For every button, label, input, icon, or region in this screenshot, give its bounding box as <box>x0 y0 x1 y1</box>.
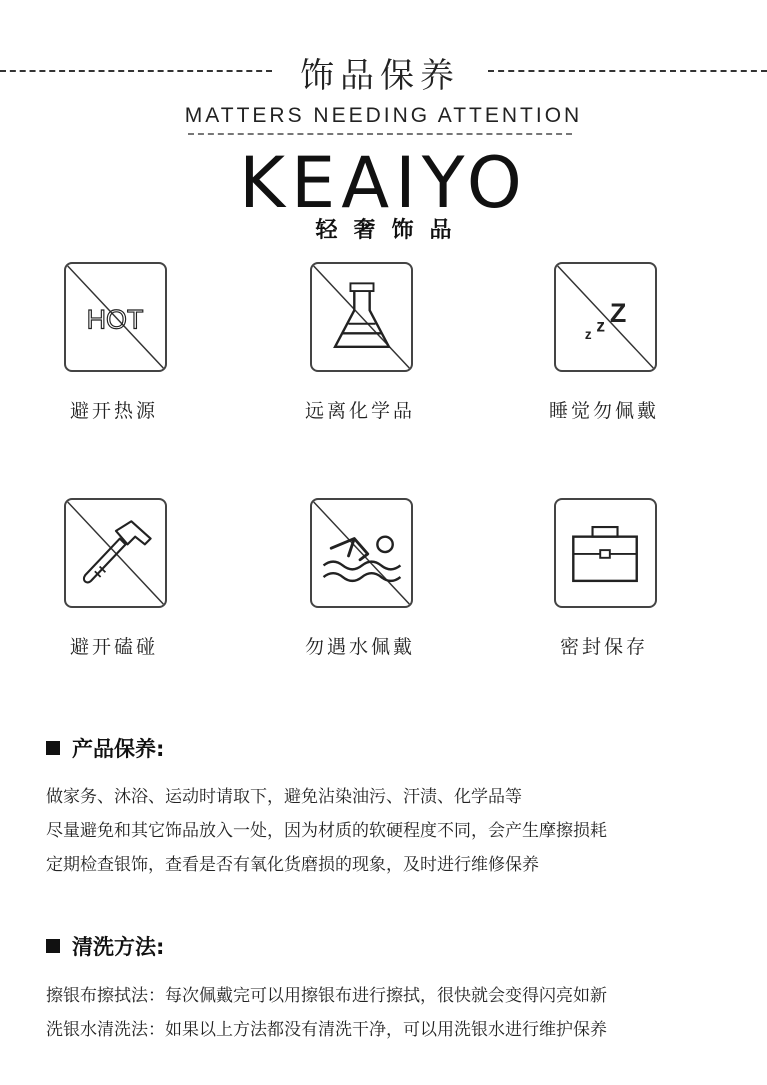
care-label-sleep: 睡觉勿佩戴 <box>548 400 659 422</box>
care-item-sleep <box>504 262 704 432</box>
subtitle-dashed-underline <box>188 133 572 135</box>
svg-text:Z: Z <box>609 297 627 328</box>
page-title: 饰品保养 <box>300 56 460 96</box>
title-row <box>0 48 767 96</box>
hot-icon <box>64 262 167 372</box>
square-bullet-icon <box>46 939 60 953</box>
care-item-heat <box>14 262 214 432</box>
care-paragraph <box>46 780 607 882</box>
care-line: 做家务、沐浴、运动时请取下，避免沾染油污、汗渍、化学品等 <box>46 787 522 807</box>
care-item-storage <box>504 498 704 668</box>
care-item-water <box>260 498 460 668</box>
care-label-heat: 避开热源 <box>69 400 158 422</box>
cleaning-line: 擦银布擦拭法：每次佩戴完可以用擦银布进行擦拭，很快就会变得闪亮如新 <box>46 986 607 1006</box>
care-line: 定期检查银饰，查看是否有氧化货磨损的现象，及时进行维修保养 <box>46 855 539 875</box>
care-label-impact: 避开磕碰 <box>69 636 158 658</box>
left-dashed-divider <box>0 70 272 72</box>
toolbox-icon <box>554 498 657 608</box>
flask-icon <box>310 262 413 372</box>
care-item-chemicals <box>260 262 460 432</box>
care-line: 尽量避免和其它饰品放入一处，因为材质的软硬程度不同，会产生摩擦损耗 <box>46 821 607 841</box>
page-subtitle: MATTERS NEEDING ATTENTION <box>184 104 583 127</box>
brand-tagline: 轻奢饰品 <box>315 218 468 243</box>
section-heading-cleaning <box>46 931 164 961</box>
care-label-storage: 密封保存 <box>559 636 648 658</box>
care-label-water: 勿遇水佩戴 <box>304 636 415 658</box>
section-heading-care-text: 产品保养: <box>72 737 165 761</box>
cleaning-paragraph <box>46 979 607 1047</box>
cleaning-line: 洗银水清洗法：如果以上方法都没有清洗干净，可以用洗银水进行维护保养 <box>46 1020 607 1040</box>
svg-text:z: z <box>584 327 592 343</box>
section-heading-cleaning-text: 清洗方法: <box>72 935 165 959</box>
section-heading-care <box>46 733 164 763</box>
hammer-icon <box>64 498 167 608</box>
care-label-chemicals: 远离化学品 <box>304 400 415 422</box>
svg-text:z: z <box>596 315 606 336</box>
hot-icon-text: HOT <box>86 304 144 335</box>
sleep-icon <box>554 262 657 372</box>
brand-logo: KEAIYO <box>239 142 528 224</box>
right-dashed-divider <box>488 70 767 72</box>
square-bullet-icon <box>46 741 60 755</box>
swimmer-icon <box>310 498 413 608</box>
care-item-impact <box>14 498 214 668</box>
